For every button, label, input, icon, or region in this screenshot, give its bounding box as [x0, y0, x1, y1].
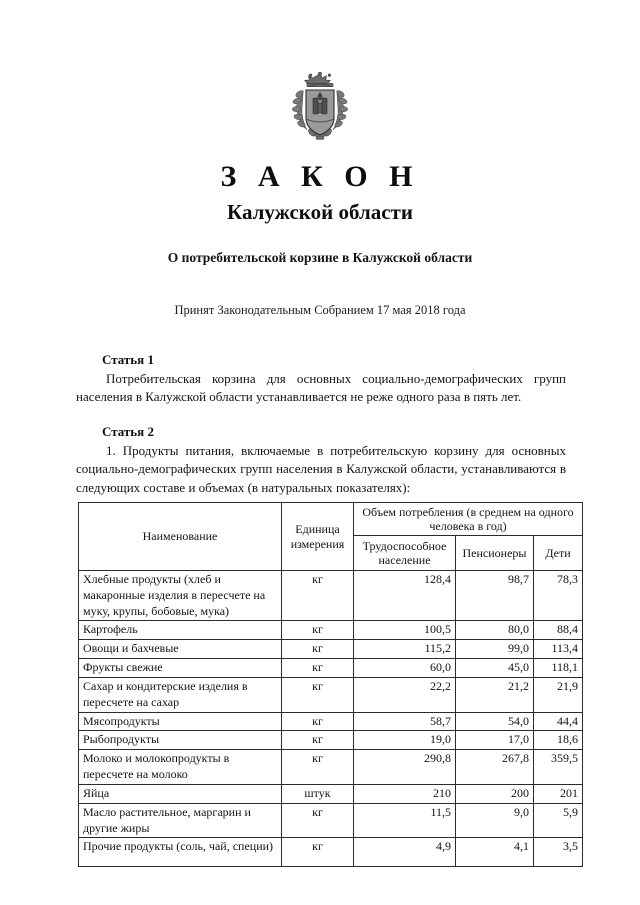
table-row: [79, 784, 583, 803]
article-2-heading: Статья 2: [102, 424, 154, 439]
consumer-basket-table: [78, 502, 583, 867]
table-row: [79, 750, 583, 785]
cell-unit: штук: [282, 784, 354, 803]
cell-children: 3,5: [534, 838, 583, 867]
cell-product-name: Сахар и кондитерские изделия в пересчете на сахар: [79, 677, 282, 712]
cell-pensioners: 267,8: [456, 750, 534, 785]
table-body: [79, 571, 583, 867]
cell-children: 88,4: [534, 621, 583, 640]
cell-children: 5,9: [534, 803, 583, 838]
cell-product-name: Молоко и молокопродукты в пересчете на молоко: [79, 750, 282, 785]
cell-children: 113,4: [534, 640, 583, 659]
table-row: [79, 677, 583, 712]
cell-product-name: Яйца: [79, 784, 282, 803]
cell-product-name: Мясопродукты: [79, 712, 282, 731]
cell-unit: кг: [282, 712, 354, 731]
col-header-name: Наименование: [79, 503, 282, 571]
table-row: [79, 659, 583, 678]
table-row: [79, 731, 583, 750]
cell-pensioners: 17,0: [456, 731, 534, 750]
cell-product-name: Фрукты свежие: [79, 659, 282, 678]
col-header-working-population: Трудоспособное население: [354, 536, 456, 571]
cell-unit: кг: [282, 731, 354, 750]
table-row: [79, 571, 583, 621]
cell-pensioners: 9,0: [456, 803, 534, 838]
consumer-basket-table-wrapper: [78, 502, 582, 867]
table-row: [79, 640, 583, 659]
cell-working-population: 100,5: [354, 621, 456, 640]
cell-unit: кг: [282, 659, 354, 678]
cell-unit: кг: [282, 750, 354, 785]
cell-pensioners: 45,0: [456, 659, 534, 678]
cell-unit: кг: [282, 677, 354, 712]
cell-unit: кг: [282, 838, 354, 867]
col-header-unit: Единица измерения: [282, 503, 354, 571]
col-header-volume-group: Объем потребления (в среднем на одного человека в год): [354, 503, 583, 536]
cell-pensioners: 4,1: [456, 838, 534, 867]
cell-working-population: 58,7: [354, 712, 456, 731]
article-2-text: 1. Продукты питания, включаемые в потребительскую корзину для основных социально-демографических групп населения в Калужской области, устанавливаются в следующих составе и объемах (в натуральных показателях):: [76, 443, 566, 495]
table-header-row-1: [79, 503, 583, 536]
table-row: [79, 803, 583, 838]
cell-working-population: 4,9: [354, 838, 456, 867]
article-1-heading: Статья 1: [102, 352, 154, 367]
cell-product-name: Хлебные продукты (хлеб и макаронные изделия в пересчете на муку, крупы, бобовые, мука): [79, 571, 282, 621]
cell-children: 18,6: [534, 731, 583, 750]
cell-working-population: 290,8: [354, 750, 456, 785]
cell-unit: кг: [282, 803, 354, 838]
article-2-block: [76, 424, 566, 497]
cell-pensioners: 99,0: [456, 640, 534, 659]
cell-children: 118,1: [534, 659, 583, 678]
cell-pensioners: 54,0: [456, 712, 534, 731]
col-header-pensioners: Пенсионеры: [456, 536, 534, 571]
cell-unit: кг: [282, 571, 354, 621]
table-row: [79, 621, 583, 640]
table-row: [79, 838, 583, 867]
cell-children: 44,4: [534, 712, 583, 731]
kaluga-oblast-coat-of-arms-icon: [287, 72, 353, 150]
cell-working-population: 115,2: [354, 640, 456, 659]
cell-children: 21,9: [534, 677, 583, 712]
cell-product-name: Овощи и бахчевые: [79, 640, 282, 659]
cell-product-name: Масло растительное, маргарин и другие жиры: [79, 803, 282, 838]
table-head: [79, 503, 583, 571]
cell-children: 78,3: [534, 571, 583, 621]
article-1-block: [76, 352, 566, 407]
cell-working-population: 19,0: [354, 731, 456, 750]
col-header-children: Дети: [534, 536, 583, 571]
cell-product-name: Прочие продукты (соль, чай, специи): [79, 838, 282, 867]
cell-working-population: 22,2: [354, 677, 456, 712]
law-about-line: О потребительской корзине в Калужской области: [167, 250, 473, 265]
law-adopted-line: Принят Законодательным Собранием 17 мая 2018 года: [174, 303, 466, 317]
cell-unit: кг: [282, 621, 354, 640]
cell-children: 201: [534, 784, 583, 803]
cell-product-name: Картофель: [79, 621, 282, 640]
law-subject-region: Калужской области: [227, 200, 413, 224]
cell-pensioners: 200: [456, 784, 534, 803]
law-title: З А К О Н: [220, 160, 420, 193]
cell-pensioners: 21,2: [456, 677, 534, 712]
cell-children: 359,5: [534, 750, 583, 785]
cell-working-population: 60,0: [354, 659, 456, 678]
emblem-container: [0, 72, 640, 155]
table-row: [79, 712, 583, 731]
cell-working-population: 11,5: [354, 803, 456, 838]
article-1-text: Потребительская корзина для основных социально-демографических групп населения в Калужской области устанавливается не реже одного раза в пять лет.: [76, 371, 566, 405]
cell-pensioners: 80,0: [456, 621, 534, 640]
cell-product-name: Рыбопродукты: [79, 731, 282, 750]
cell-working-population: 128,4: [354, 571, 456, 621]
cell-working-population: 210: [354, 784, 456, 803]
cell-unit: кг: [282, 640, 354, 659]
cell-pensioners: 98,7: [456, 571, 534, 621]
